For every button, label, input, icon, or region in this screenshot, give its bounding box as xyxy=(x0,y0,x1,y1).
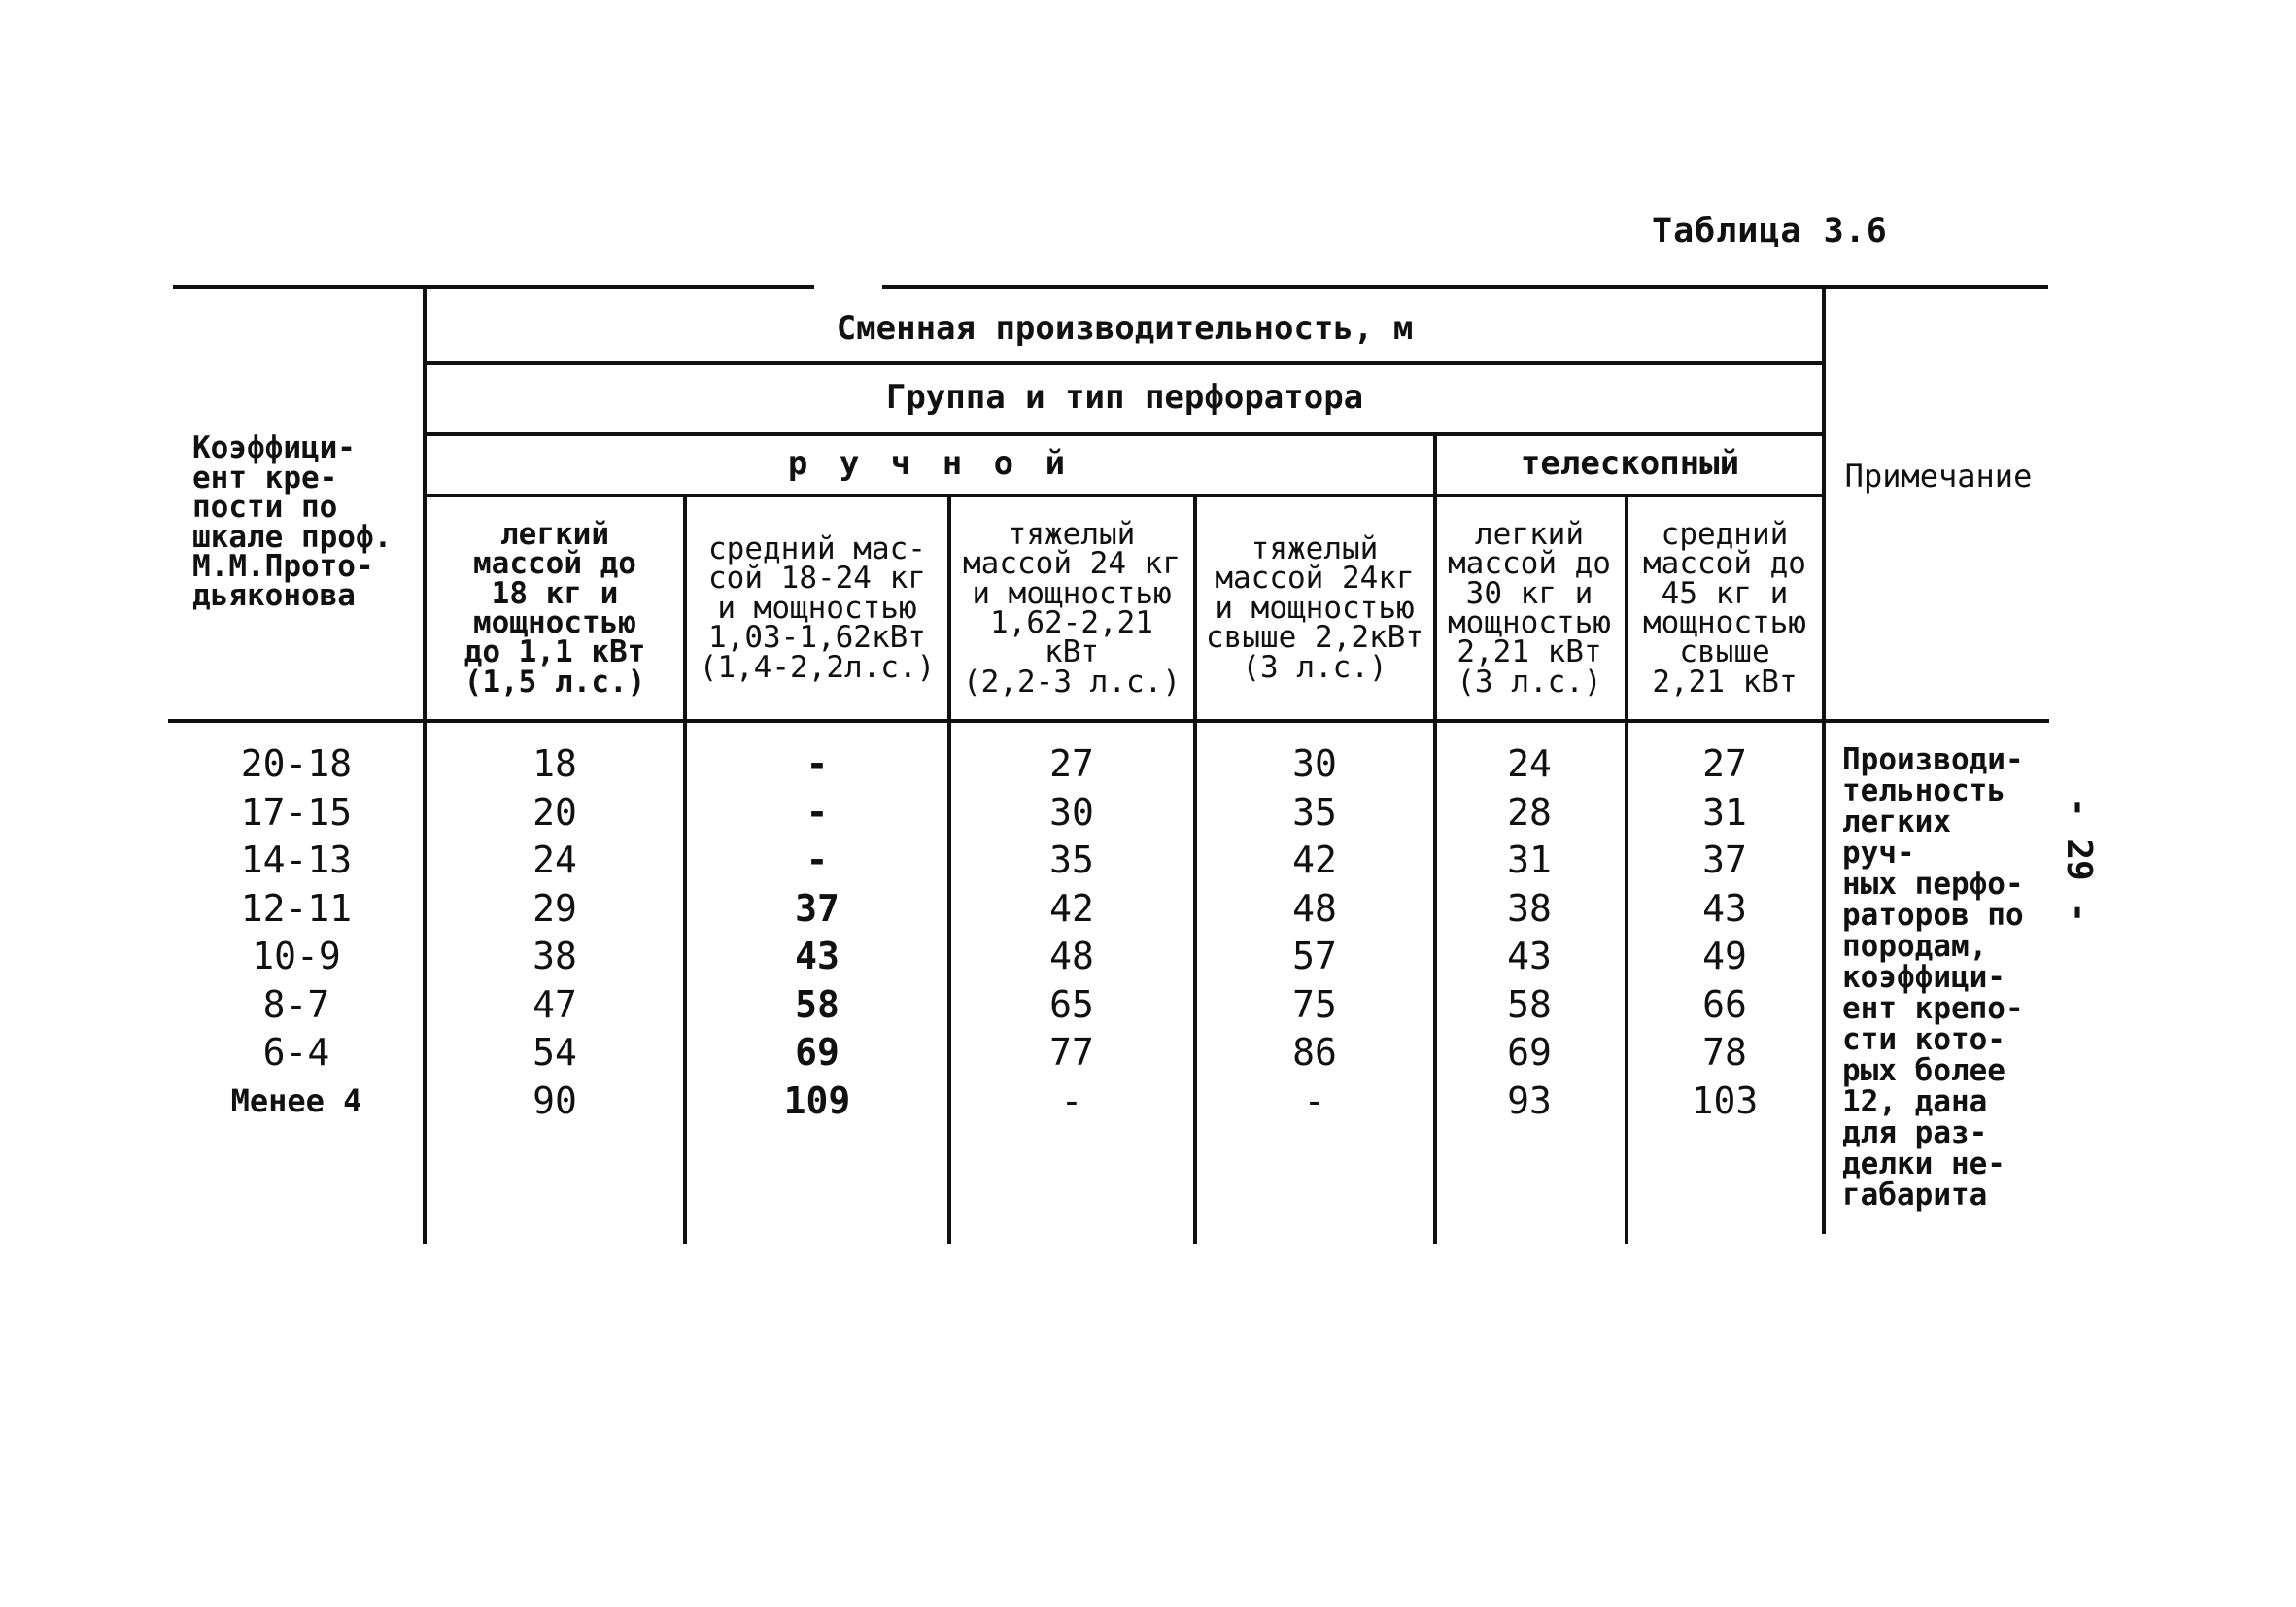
data-column-medium-manual xyxy=(688,740,946,1125)
table-cell: 42 xyxy=(1049,886,1094,930)
vline-note xyxy=(1822,287,1826,1234)
vline-coef xyxy=(423,287,427,1244)
header-note: Примечание xyxy=(1844,458,2033,495)
table-cell: 78 xyxy=(1702,1031,1747,1074)
table-cell: 30 xyxy=(1049,790,1094,834)
table-cell: 43 xyxy=(795,935,840,977)
header-group-type: Группа и тип перфоратора xyxy=(885,378,1364,417)
table-cell: 27 xyxy=(1049,742,1094,785)
coef-cell: 17-15 xyxy=(240,790,353,834)
note-text: Производи- тельность легких руч- ных перфо- раторов по породам, коэффици- ент крепо- сти кото- рых более 12, дана для раз- делки не- габарита xyxy=(1842,742,2024,1213)
table-cell: 24 xyxy=(532,838,577,881)
table-cell: 37 xyxy=(1702,838,1747,881)
table-cell: 58 xyxy=(1507,982,1552,1026)
table-cell: - xyxy=(1060,1078,1083,1122)
table-top-rule-left xyxy=(173,285,814,289)
coef-column xyxy=(175,740,418,1125)
table-cell: - xyxy=(805,790,829,834)
vline-3 xyxy=(1193,496,1197,1244)
vline-2 xyxy=(947,496,951,1244)
header-bottom-rule xyxy=(168,719,2049,723)
table-cell: 109 xyxy=(783,1078,851,1122)
coef-cell: 14-13 xyxy=(240,838,353,881)
coef-cell: 20-18 xyxy=(240,742,353,785)
table-cell: 42 xyxy=(1292,838,1337,881)
table-cell: 30 xyxy=(1292,742,1337,785)
table-top-rule-right xyxy=(882,285,2048,289)
table-cell: 27 xyxy=(1702,742,1747,785)
table-cell: 90 xyxy=(532,1078,577,1122)
table-cell: 48 xyxy=(1049,935,1094,977)
table-cell: 65 xyxy=(1049,982,1094,1026)
table-cell: 37 xyxy=(795,886,840,930)
table-cell: 69 xyxy=(1507,1031,1552,1074)
header-coef: Коэффици- ент кре- пости по шкале проф. М.М.Прото- дьяконова xyxy=(192,430,393,614)
table-cell: 28 xyxy=(1507,790,1552,834)
page-number: - 29 - xyxy=(2059,797,2099,924)
table-cell: 18 xyxy=(532,742,577,785)
table-cell: 31 xyxy=(1507,838,1552,881)
coef-cell: 12-11 xyxy=(240,886,353,930)
table-cell: 24 xyxy=(1507,742,1552,785)
table-cell: 31 xyxy=(1702,790,1747,834)
table-cell: 35 xyxy=(1049,838,1094,881)
table-cell: 38 xyxy=(1507,886,1552,930)
table-cell: 58 xyxy=(795,982,840,1026)
header-telescopic: телескопный xyxy=(1520,444,1740,483)
header-sub-medium-manual: средний мас- сой 18-24 кг и мощностью 1,03-1,62кВт (1,4-2,2л.с.) xyxy=(699,531,936,685)
data-column-heavy-manual xyxy=(952,740,1191,1125)
table-cell: 69 xyxy=(795,1031,840,1074)
table-cell: 103 xyxy=(1691,1078,1759,1122)
table-cell: 77 xyxy=(1049,1031,1094,1074)
table-cell: 48 xyxy=(1292,886,1337,930)
data-column-light-telescopic xyxy=(1436,740,1623,1125)
header-sub-light-manual: легкий массой до 18 кг и мощностью до 1,1 кВт (1,5 л.с.) xyxy=(463,516,646,700)
table-cell: 75 xyxy=(1292,982,1337,1026)
table-caption: Таблица 3.6 xyxy=(1652,212,1888,251)
header-shift-productivity: Сменная производительность, м xyxy=(836,308,1414,348)
table-cell: 43 xyxy=(1702,886,1747,930)
coef-cell: Менее 4 xyxy=(230,1081,362,1119)
data-column-heavy-manual-2 xyxy=(1198,740,1431,1125)
vline-1 xyxy=(683,496,687,1244)
table-cell: 86 xyxy=(1292,1031,1337,1074)
header-sub-medium-telescopic: средний массой до 45 кг и мощностью свыше 2,21 кВт xyxy=(1643,516,1806,700)
vline-5 xyxy=(1625,496,1628,1244)
header-line-3 xyxy=(423,494,1822,497)
table-cell: - xyxy=(805,838,829,881)
data-column-medium-telescopic xyxy=(1629,740,1820,1125)
header-sub-heavy-manual: тяжелый массой 24 кг и мощностью 1,62-2,21 кВт (2,2-3 л.с.) xyxy=(963,516,1181,700)
table-cell: 47 xyxy=(532,982,577,1026)
coef-cell: 6-4 xyxy=(262,1031,330,1074)
table-cell: 29 xyxy=(532,886,577,930)
table-cell: - xyxy=(805,742,829,785)
table-cell: 66 xyxy=(1702,982,1747,1026)
header-sub-heavy-manual-2: тяжелый массой 24кг и мощностью свыше 2,2кВт (3 л.с.) xyxy=(1206,531,1423,685)
data-column-light-manual xyxy=(428,740,682,1125)
table-cell: - xyxy=(1303,1078,1326,1122)
coef-cell: 10-9 xyxy=(252,935,341,977)
header-sub-light-telescopic: легкий массой до 30 кг и мощностью 2,21 кВт (3 л.с.) xyxy=(1448,516,1611,700)
table-cell: 93 xyxy=(1507,1078,1552,1122)
header-manual: р у ч н о й xyxy=(787,444,1072,483)
table-cell: 54 xyxy=(532,1031,577,1074)
table-cell: 35 xyxy=(1292,790,1337,834)
table-cell: 43 xyxy=(1507,935,1552,977)
table-cell: 49 xyxy=(1702,935,1747,977)
table-cell: 20 xyxy=(532,790,577,834)
table-cell: 38 xyxy=(532,935,577,977)
coef-cell: 8-7 xyxy=(262,982,330,1026)
table-cell: 57 xyxy=(1292,935,1337,977)
